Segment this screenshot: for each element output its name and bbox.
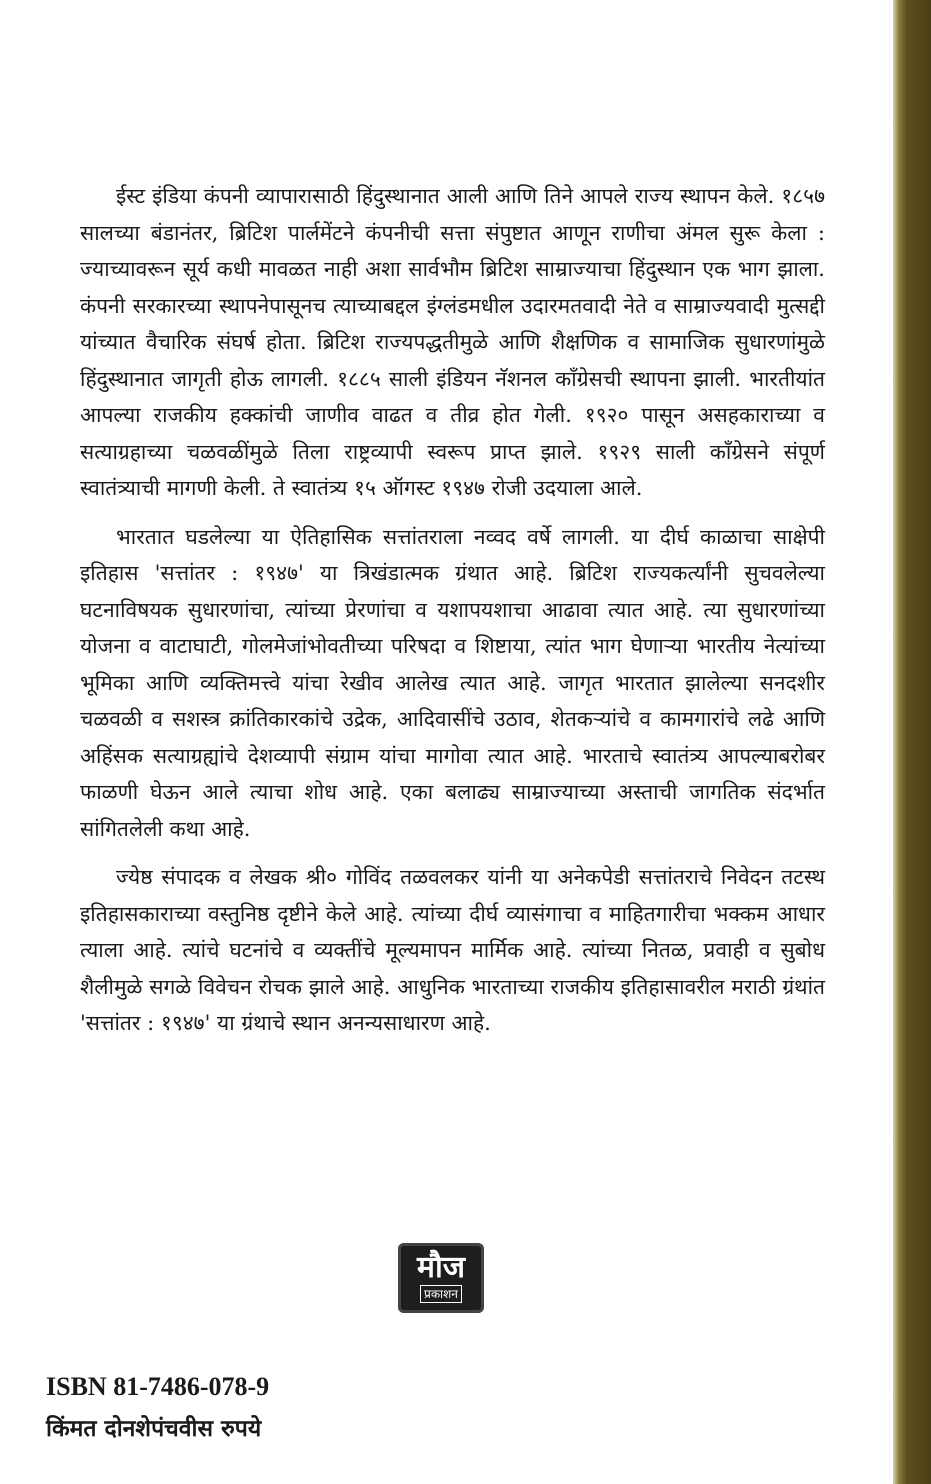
book-spine-edge — [893, 0, 931, 1484]
logo-bottom-text: प्रकाशन — [420, 1285, 462, 1303]
publisher-logo — [398, 1243, 484, 1313]
paragraph-3: ज्येष्ठ संपादक व लेखक श्री० गोविंद तळवलकर यांनी या अनेकपेडी सत्तांतराचे निवेदन तटस्थ इतिहासकाराच्या वस्तुनिष्ठ दृष्टीने केले आहे. त्यांच्या दीर्घ व्यासंगाचा व माहितगारीचा भक्कम आधार त्याला आहे. त्यांचे घटनांचे व व्यक्तींचे मूल्यमापन मार्मिक आहे. त्यांच्या नितळ, प्रवाही व सुबोध शैलीमुळे सगळे विवेचन रोचक झाले आहे. आधुनिक भारताच्या राजकीय इतिहासावरील मराठी ग्रंथांत 'सत्तांतर : १९४७' या ग्रंथाचे स्थान अनन्यसाधारण आहे. — [80, 865, 825, 1035]
blurb-text — [80, 178, 825, 1054]
paragraph-2: भारतात घडलेल्या या ऐतिहासिक सत्तांतराला नव्वद वर्षे लागली. या दीर्घ काळाचा साक्षेपी इतिहास 'सत्तांतर : १९४७' या त्रिखंडात्मक ग्रंथात आहे. ब्रिटिश राज्यकर्त्यांनी सुचवलेल्या घटनाविषयक सुधारणांचा, त्यांच्या प्रेरणांचा व यशापयशाचा आढावा त्यात आहे. त्या सुधारणांच्या योजना व वाटाघाटी, गोलमेजांभोवतीच्या परिषदा व शिष्टाया, त्यांत भाग घेणाऱ्या भारतीय नेत्यांच्या भूमिका आणि व्यक्तिमत्त्वे यांचा रेखीव आलेख त्यात आहे. जागृत भारतात झालेल्या सनदशीर चळवळी व सशस्त्र क्रांतिकारकांचे उद्रेक, आदिवासींचे उठाव, शेतकऱ्यांचे व कामगारांचे लढे आणि अहिंसक सत्याग्रह्यांचे देशव्यापी संग्राम यांचा मागोवा त्यात आहे. भारताचे स्वातंत्र्य आपल्याबरोबर फाळणी घेऊन आले त्याचा शोध आहे. एका बलाढ्य साम्राज्याच्या अस्ताची जागतिक संदर्भात सांगितलेली कथा आहे. — [80, 524, 825, 841]
price-text: किंमत दोनशेपंचवीस रुपये — [46, 1415, 262, 1442]
logo-top-text: मौज — [417, 1250, 465, 1285]
paragraph-1: ईस्ट इंडिया कंपनी व्यापारासाठी हिंदुस्थानात आली आणि तिने आपले राज्य स्थापन केले. १८५७ सालच्या बंडानंतर, ब्रिटिश पार्लमेंटने कंपनीची सत्ता संपुष्टात आणून राणीचा अंमल सुरू केला : ज्याच्यावरून सूर्य कधी मावळत नाही अशा सार्वभौम ब्रिटिश साम्राज्याचा हिंदुस्थान एक भाग झाला. कंपनी सरकारच्या स्थापनेपासूनच त्याच्याबद्दल इंग्लंडमधील उदारमतवादी नेते व साम्राज्यवादी मुत्सद्दी यांच्यात वैचारिक संघर्ष होता. ब्रिटिश राज्यपद्धतीमुळे आणि शैक्षणिक व सामाजिक सुधारणांमुळे हिंदुस्थानात जागृती होऊ लागली. १८८५ साली इंडियन नॅशनल काँग्रेसची स्थापना झाली. भारतीयांत आपल्या राजकीय हक्कांची जाणीव वाढत व तीव्र होत गेली. १९२० पासून असहकाराच्या व सत्याग्रहाच्या चळवळींमुळे तिला राष्ट्रव्यापी स्वरूप प्राप्त झाले. १९२९ साली काँग्रेसने संपूर्ण स्वातंत्र्याची मागणी केली. ते स्वातंत्र्य १५ ऑगस्ट १९४७ रोजी उदयाला आले. — [80, 184, 825, 500]
isbn-text: ISBN 81-7486-078-9 — [46, 1372, 270, 1401]
